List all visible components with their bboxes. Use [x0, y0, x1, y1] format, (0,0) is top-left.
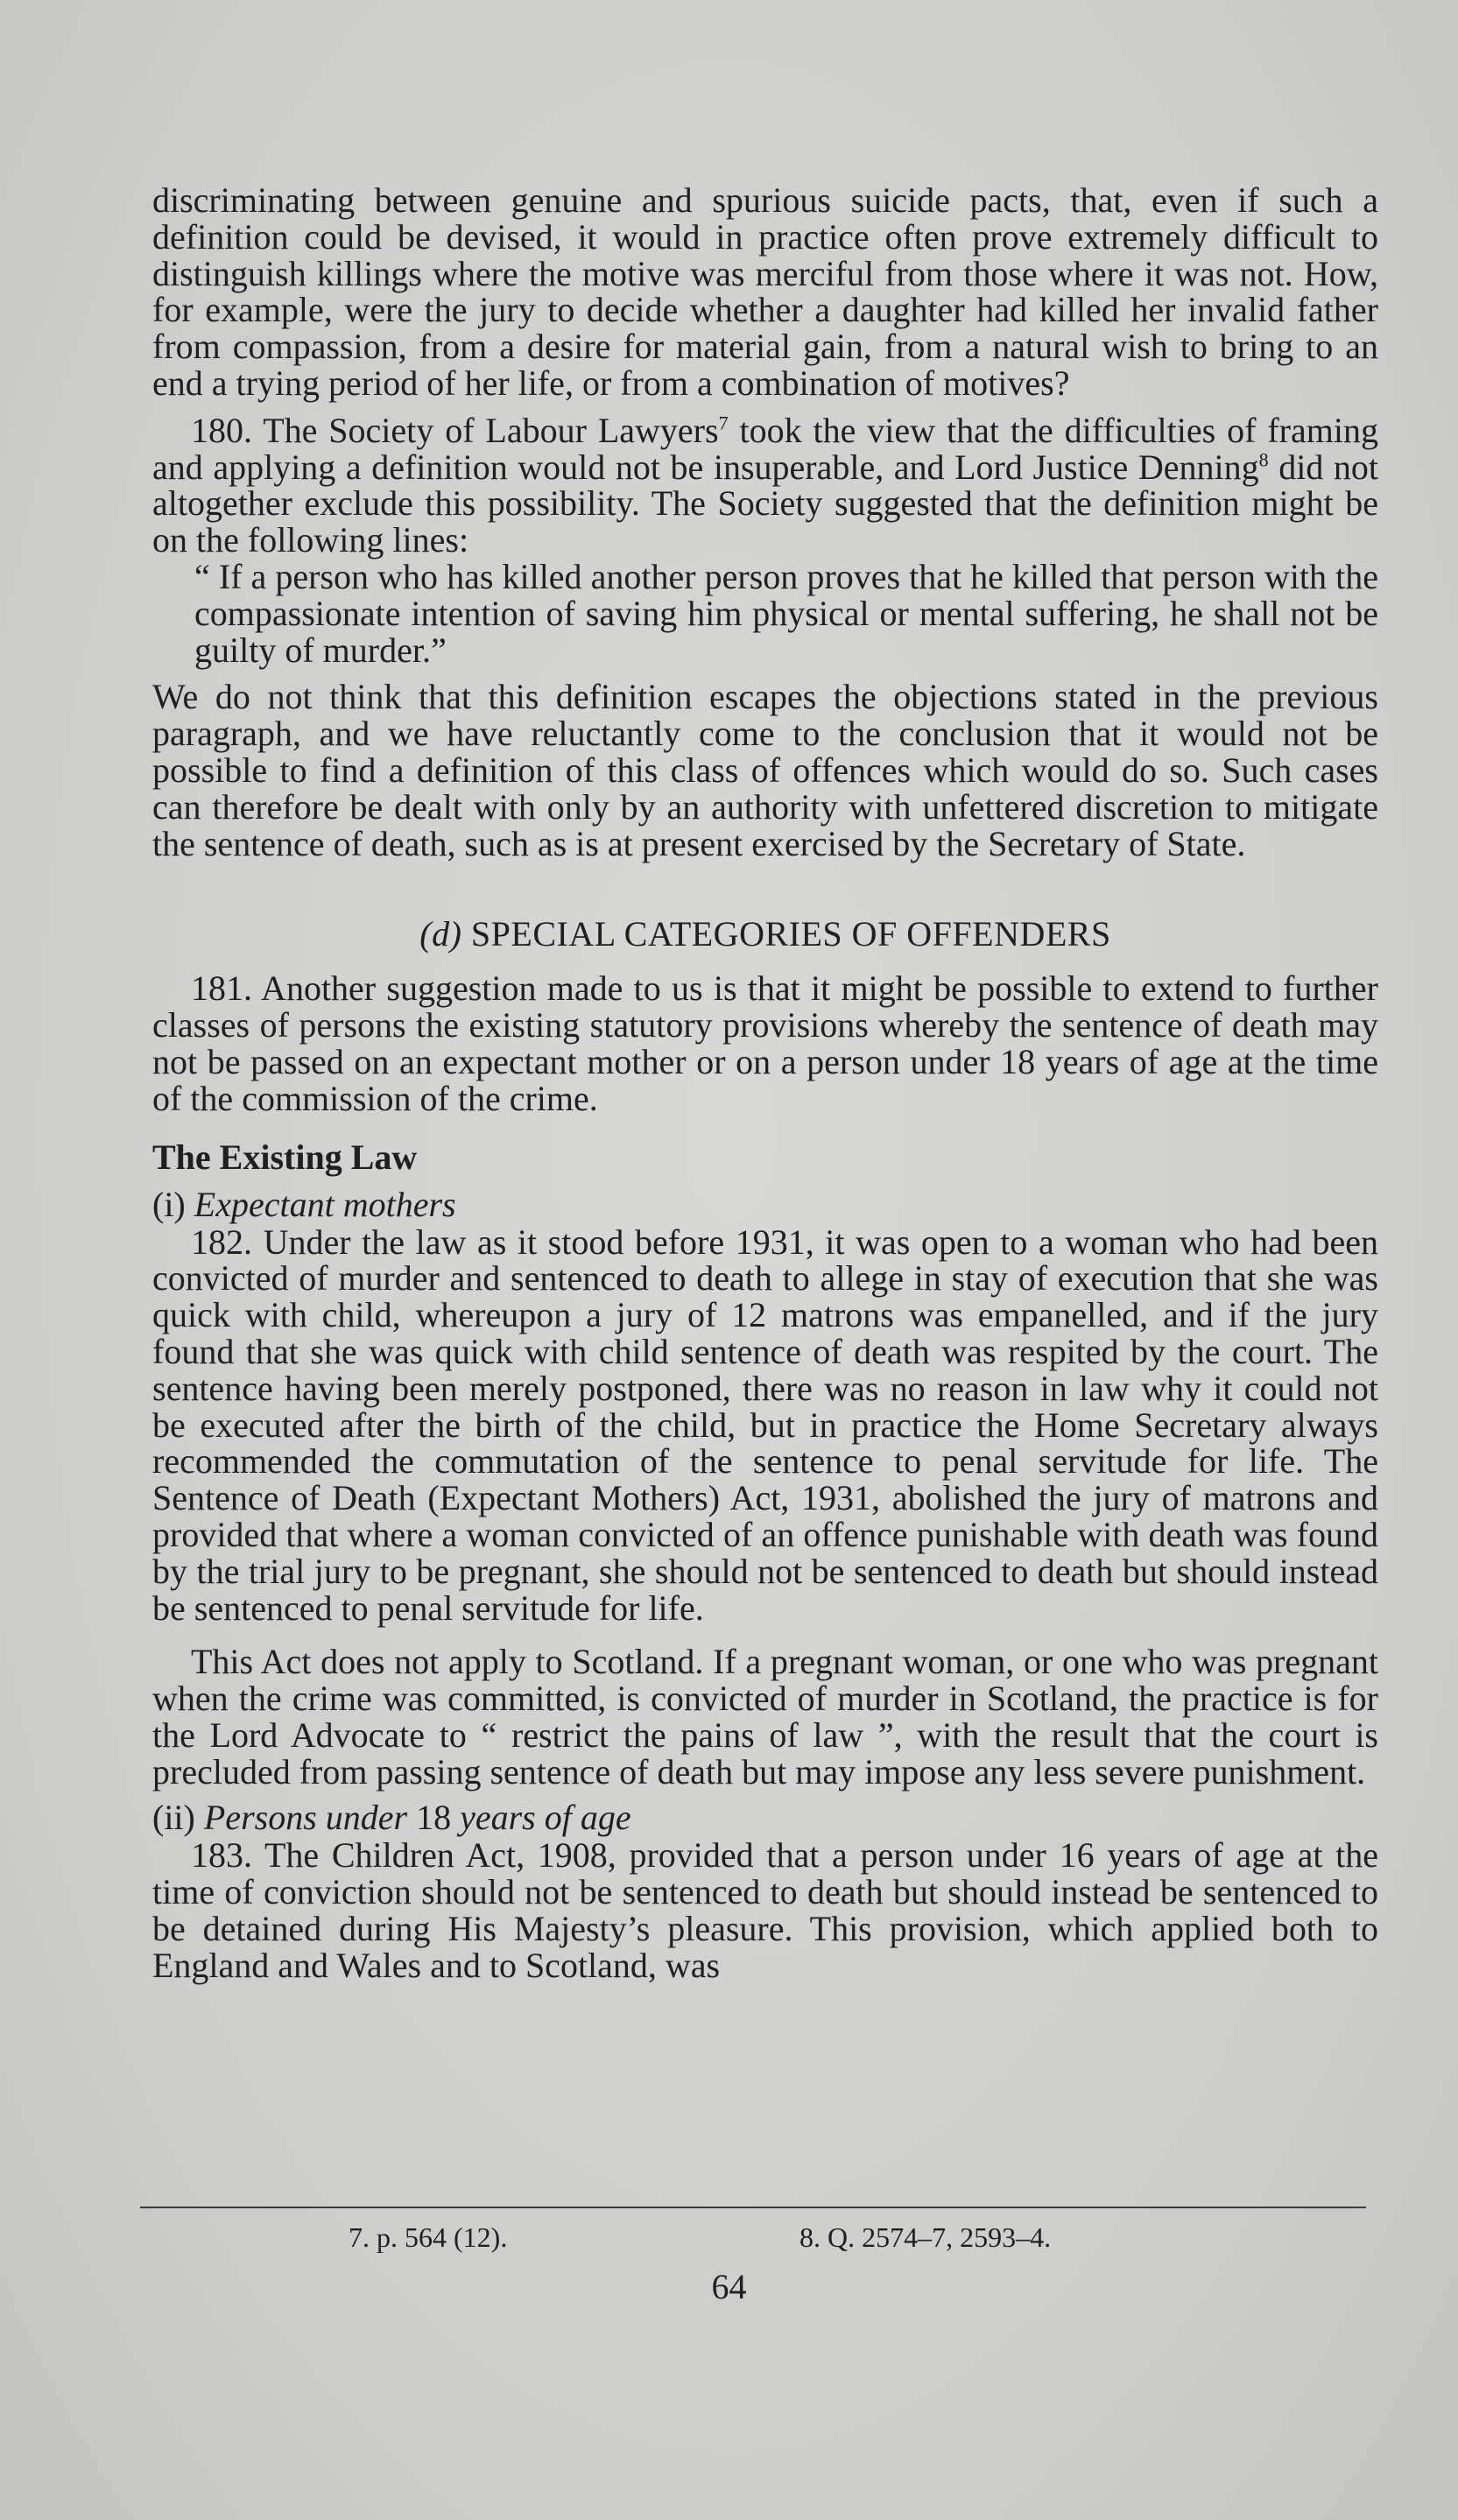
paragraph-183: 183. The Children Act, 1908, provided that a person under 16 years of age at the time of conviction should not be sentenced to death but should instead be sentenced to be detained during His Majesty’s pleasure. This provision, which applied both to England and Wales and to Scotland, was: [152, 1835, 1378, 1985]
page-number: 64: [711, 2267, 747, 2306]
footnote-ref-7: 7: [718, 412, 729, 434]
section-title: SPECIAL CATEGORIES OF OFFENDERS: [461, 914, 1111, 954]
paragraph-continued: discriminating between genuine and spurious suicide pacts, that, even if such a definition could be devised, it would in practice often prove extremely difficult to distinguish killings where the motive was merciful from those where it was not. How, for example, were the jury to decide whether a daughter had killed her invalid father from compassion, from a desire for material gain, from a natural wish to bring to an end a trying period of her life, or from a combination of motives?: [152, 180, 1378, 403]
section-heading: [152, 916, 1378, 953]
paragraph-181: 181. Another suggestion made to us is that it might be possible to extend to further classes of persons the existing statutory provisions whereby the sentence of death may not be passed on an expectant mother or on a person under 18 years of age at the time of the commission of the crime.: [152, 968, 1378, 1118]
paragraph-180-part-b: took the view that the difficulties of framing and applying a definition would not be insuperable, and Lord Justice Denning: [152, 410, 1378, 487]
footnote-8: 8. Q. 2574–7, 2593–4.: [799, 2221, 1052, 2253]
footnote-divider: [140, 2207, 1366, 2208]
paragraph-180: [152, 412, 1378, 559]
body-text: [152, 182, 1378, 1984]
subheading-i-title: Expectant mothers: [194, 1184, 456, 1224]
paragraph-180-part-c: did not altogether exclude this possibility. The Society suggested that the definition might be on the following lines:: [152, 447, 1379, 560]
footnote-7: 7. p. 564 (12).: [349, 2221, 508, 2253]
subheading-expectant-mothers: [152, 1186, 1378, 1224]
subheading-ii-title-a: Persons under: [203, 1798, 408, 1838]
subheading-persons-under-18: [152, 1798, 1378, 1837]
footnote-ref-8: 8: [1258, 448, 1269, 471]
block-quote: “ If a person who has killed another person proves that he killed that person with the compassionate intention of saving him physical or mental suffering, he shall not be guilty of murder.”: [194, 556, 1378, 670]
paragraph-180-part-a: 180. The Society of Labour Lawyers: [191, 410, 719, 450]
subheading-ii-number: (ii): [152, 1798, 204, 1838]
paragraph-scotland: This Act does not apply to Scotland. If a pregnant woman, or one who was pregnant when the crime was committed, is convicted of murder in Scotland, the practice is for the Lord Advocate to “ restrict the pains of law ”, with the result that the court is precluded from passing sentence of death but may impose any less severe punishment.: [152, 1642, 1378, 1791]
subheading-ii-age: 18: [407, 1798, 461, 1838]
paragraph-conclusion: We do not think that this definition escapes the objections stated in the previous paragraph, and we have reluctantly come to the conclusion that it would not be possible to find a definition of this class of offences which would do so. Such cases can therefore be dealt with only by an authority with unfettered discretion to mitigate the sentence of death, such as is at present exercised by the Secretary of State.: [152, 677, 1378, 863]
paragraph-182: 182. Under the law as it stood before 1931, it was open to a woman who had been convicted of murder and sentenced to death to allege in stay of execution that she was quick with child, whereupon a jury of 12 matrons was empanelled, and if the jury found that she was quick with child sentence of death was respited by the court. The sentence having been merely postponed, there was no reason in law why it could not be executed after the birth of the child, but in practice the Home Secretary always recommended the commutation of the sentence to penal servitude for life. The Sentence of Death (Expectant Mothers) Act, 1931, abolished the jury of matrons and provided that where a woman convicted of an offence punishable with death was found by the trial jury to be pregnant, she should not be sentenced to death but should instead be sentenced to penal servitude for life.: [152, 1221, 1378, 1628]
subheading-ii-title-b: years of age: [460, 1798, 631, 1838]
section-letter: (d): [419, 914, 462, 954]
subheading-existing-law: The Existing Law: [152, 1137, 418, 1177]
subheading-i-number: (i): [152, 1184, 194, 1224]
